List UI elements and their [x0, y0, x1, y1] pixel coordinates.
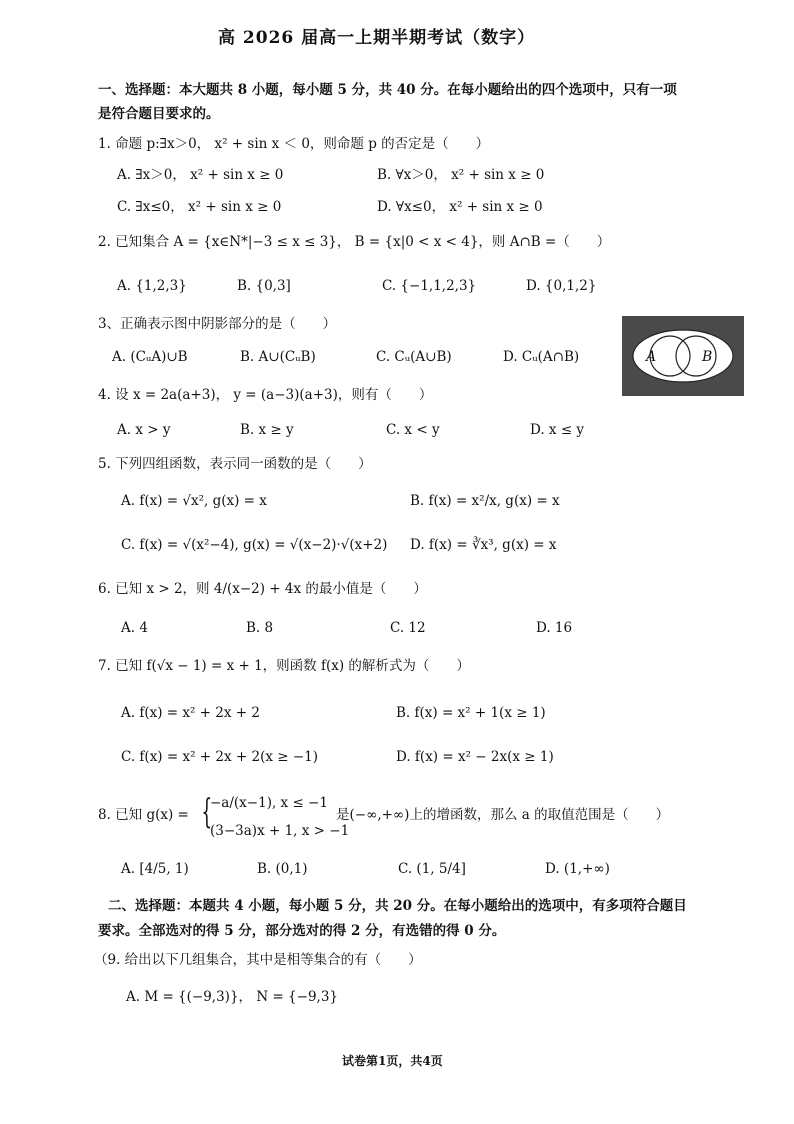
- q4-option-c: C. x < y: [386, 422, 440, 438]
- q2-option-c: C. {−1,1,2,3}: [382, 278, 477, 294]
- page-title: 高 2026 届高一上期半期考试（数字）: [218, 28, 536, 48]
- q7-option-b: B. f(x) = x² + 1(x ≥ 1): [396, 705, 546, 721]
- venn-label-b: B: [702, 349, 713, 365]
- page-footer: 试卷第1页，共4页: [342, 1054, 443, 1068]
- q8-stem-prefix: 8. 已知 g(x) =: [98, 807, 189, 823]
- q6-option-c: C. 12: [390, 620, 426, 636]
- q5-option-d: D. f(x) = ∛x³, g(x) = x: [410, 537, 557, 553]
- q3-stem: 3、正确表示图中阴影部分的是（ ）: [98, 316, 337, 332]
- q3-option-a: A. (CᵤA)∪B: [112, 349, 188, 365]
- q8-stem-suffix: 是(−∞,+∞)上的增函数，那么 a 的取值范围是（ ）: [336, 807, 670, 823]
- q2-option-d: D. {0,1,2}: [526, 278, 597, 294]
- section2-instructions-line1: 二、选择题：本题共 4 小题，每小题 5 分，共 20 分。在每小题给出的选项中，有多项符合题目: [108, 898, 687, 914]
- q2-option-a: A. {1,2,3}: [117, 278, 187, 294]
- q4-option-d: D. x ≤ y: [530, 422, 585, 438]
- q1-option-b: B. ∀x＞0， x² + sin x ≥ 0: [377, 167, 545, 183]
- section1-instructions-line2: 是符合题目要求的。: [98, 106, 220, 122]
- q8-option-d: D. (1,+∞): [545, 861, 610, 877]
- q4-option-b: B. x ≥ y: [240, 422, 294, 438]
- q8-case-2: (3−3a)x + 1, x > −1: [210, 823, 350, 839]
- q4-stem: 4. 设 x = 2a(a+3)， y = (a−3)(a+3)，则有（ ）: [98, 387, 433, 403]
- q5-stem: 5. 下列四组函数，表示同一函数的是（ ）: [98, 456, 372, 472]
- q8-option-b: B. (0,1): [257, 861, 308, 877]
- q9-option-a: A. M = {(−9,3)}， N = {−9,3}: [126, 989, 338, 1005]
- q8-option-c: C. (1, 5/4]: [398, 861, 466, 877]
- q8-brace: {: [201, 792, 213, 832]
- venn-label-a: A: [646, 349, 657, 365]
- q2-stem: 2. 已知集合 A = {x∈N*|−3 ≤ x ≤ 3}， B = {x|0 < x < 4}，则 A∩B =（ ）: [98, 234, 611, 250]
- q6-option-d: D. 16: [536, 620, 573, 636]
- q3-option-d: D. Cᵤ(A∩B): [503, 349, 580, 365]
- q1-option-c: C. ∃x≤0， x² + sin x ≥ 0: [117, 199, 282, 215]
- q1-option-d: D. ∀x≤0， x² + sin x ≥ 0: [377, 199, 543, 215]
- q5-option-c: C. f(x) = √(x²−4), g(x) = √(x−2)·√(x+2): [121, 537, 388, 553]
- q7-stem: 7. 已知 f(√x − 1) = x + 1，则函数 f(x) 的解析式为（ ）: [98, 658, 470, 674]
- q2-option-b: B. {0,3]: [237, 278, 291, 294]
- q5-option-a: A. f(x) = √x², g(x) = x: [121, 493, 267, 509]
- section1-instructions-line1: 一、选择题：本大题共 8 小题，每小题 5 分，共 40 分。在每小题给出的四个选项中，只有一项: [98, 82, 677, 98]
- q4-option-a: A. x > y: [117, 422, 171, 438]
- venn-diagram: [622, 316, 744, 396]
- q5-option-b: B. f(x) = x²/x, g(x) = x: [410, 493, 560, 509]
- q7-option-c: C. f(x) = x² + 2x + 2(x ≥ −1): [121, 749, 319, 765]
- section2-instructions-line2: 要求。全部选对的得 5 分，部分选对的得 2 分，有选错的得 0 分。: [98, 923, 506, 939]
- q1-option-a: A. ∃x＞0， x² + sin x ≥ 0: [117, 167, 284, 183]
- q3-option-b: B. A∪(CᵤB): [240, 349, 316, 365]
- q9-stem: （9. 给出以下几组集合，其中是相等集合的有（ ）: [94, 952, 422, 968]
- q1-stem: 1. 命题 p:∃x＞0， x² + sin x ＜ 0，则命题 p 的否定是（ ）: [98, 136, 490, 152]
- q7-option-d: D. f(x) = x² − 2x(x ≥ 1): [396, 749, 554, 765]
- q6-option-a: A. 4: [121, 620, 148, 636]
- q8-case-1: −a/(x−1), x ≤ −1: [210, 795, 328, 811]
- q3-option-c: C. Cᵤ(A∪B): [376, 349, 452, 365]
- q8-option-a: A. [4/5, 1): [121, 861, 189, 877]
- q6-option-b: B. 8: [246, 620, 274, 636]
- q6-stem: 6. 已知 x > 2，则 4/(x−2) + 4x 的最小值是（ ）: [98, 581, 427, 597]
- q7-option-a: A. f(x) = x² + 2x + 2: [121, 705, 260, 721]
